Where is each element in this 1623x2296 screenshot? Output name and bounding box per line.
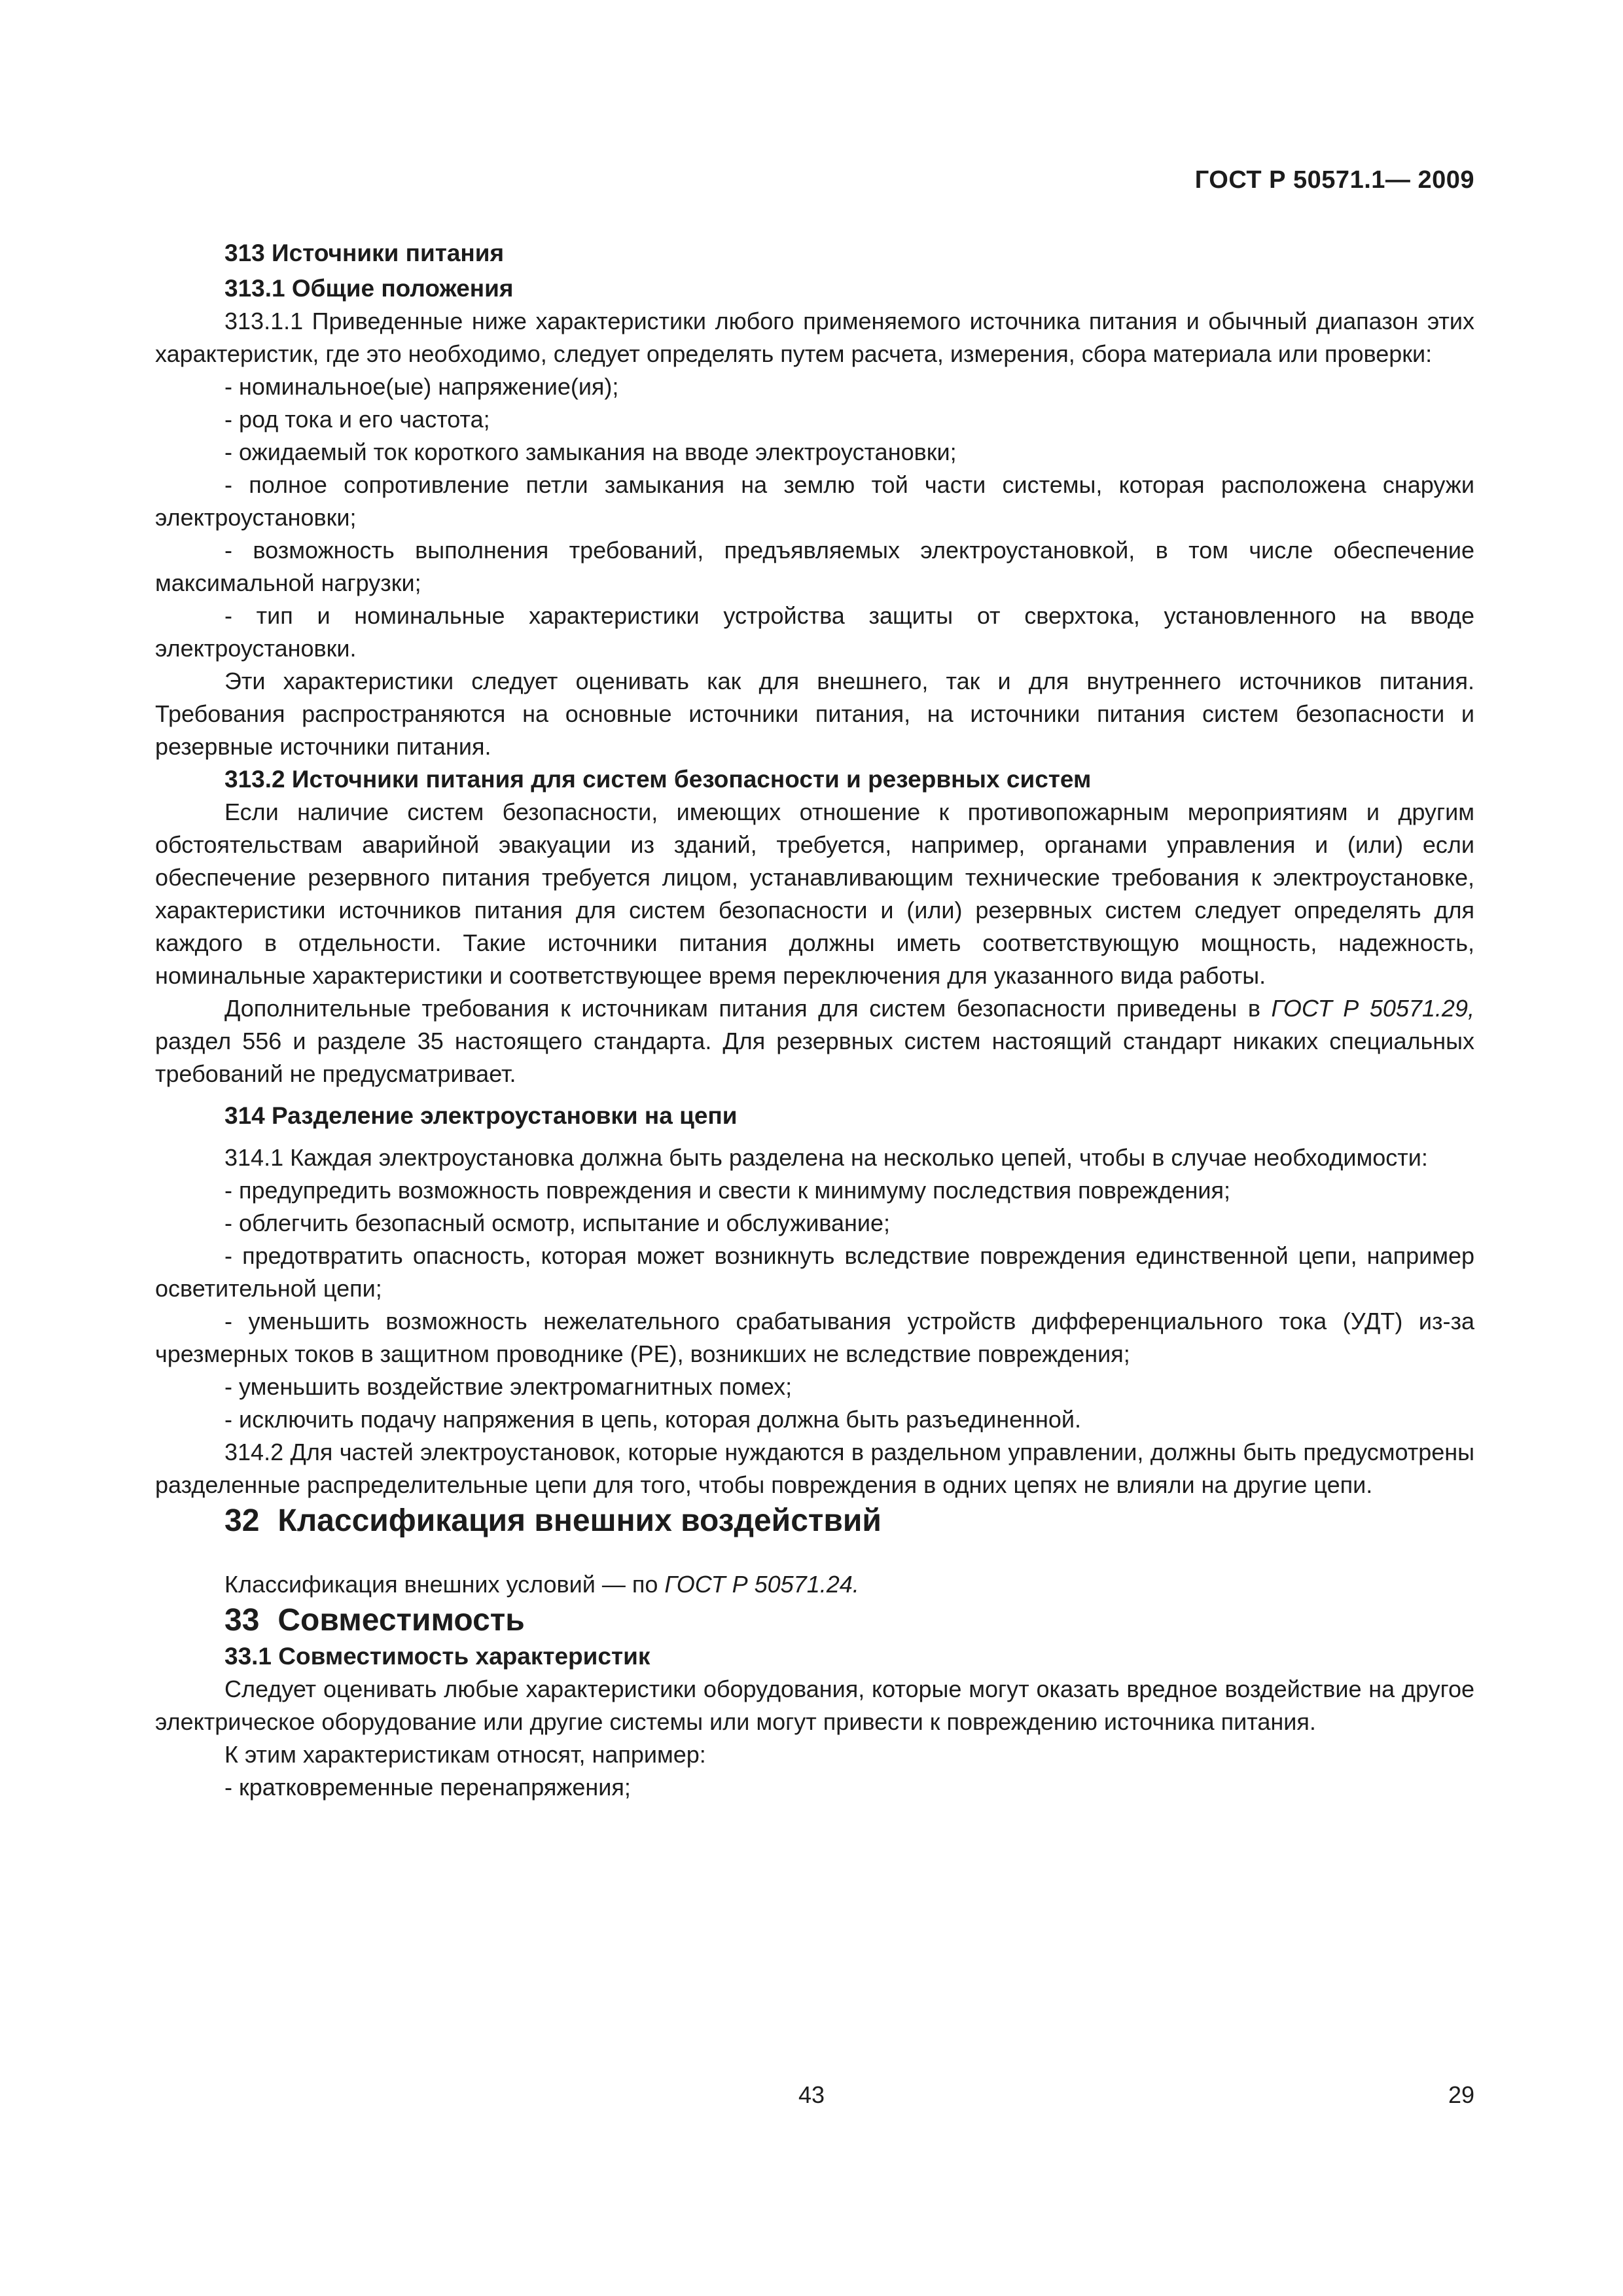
list-item: - предотвратить опасность, которая может возникнуть вследствие повреждения единственной цепи, например осветительной цепи;	[155, 1242, 1474, 1302]
list-item: - тип и номинальные характеристики устройства защиты от сверхтока, установленного на вводе электроустановки.	[155, 602, 1474, 662]
section-title: Классификация внешних воздействий	[277, 1503, 882, 1538]
paragraph-313-2-b	[155, 992, 1474, 1090]
paragraph-314-2: 314.2 Для частей электроустановок, которые нуждаются в раздельном управлении, должны быть предусмотрены разделенные распределительные цепи для того, чтобы повреждения в одних цепях не влияли на другие цепи.	[155, 1439, 1474, 1498]
standard-reference: ГОСТ Р 50571.29,	[1271, 995, 1474, 1022]
paragraph-33-1-a: Следует оценивать любые характеристики оборудования, которые могут оказать вредное воздействие на другое электрическое оборудование или другие системы или могут привести к повреждению источника питания.	[155, 1676, 1474, 1735]
list-item: - род тока и его частота;	[224, 406, 490, 433]
list-item: - ожидаемый ток короткого замыкания на вводе электроустановки;	[224, 439, 957, 465]
list-item: - полное сопротивление петли замыкания на землю той части системы, которая расположена снаружи электроустановки;	[155, 471, 1474, 531]
paragraph-313-2-a: Если наличие систем безопасности, имеющих отношение к противопожарным мероприятиям и другим обстоятельствам аварийной эвакуации из зданий, требуется, например, органами управления и (или) если обеспечение резервного питания требуется лицом, устанавливающим технические требования к электроустановке, характеристики источников питания для систем безопасности и (или) резервных систем следует определять для каждого в отдельности. Такие источники питания должны иметь соответствующую мощность, надежность, номинальные характеристики и соответствующее время переключения для указанного вида работы.	[155, 798, 1474, 989]
list-item: - кратковременные перенапряжения;	[224, 1774, 631, 1801]
list-item: - уменьшить воздействие электромагнитных помех;	[224, 1373, 793, 1400]
list-item: - возможность выполнения требований, предъявляемых электроустановкой, в том числе обеспечение максимальной нагрузки;	[155, 537, 1474, 596]
section-number: 33	[224, 1603, 260, 1638]
page-content	[155, 237, 1474, 1804]
list-item: - исключить подачу напряжения в цепь, которая должна быть разъединенной.	[224, 1406, 1082, 1433]
paragraph-313-1-note: Эти характеристики следует оценивать как для внешнего, так и для внутреннего источников питания. Требования распространяются на основные источники питания, на источники питания систем безопасности и резервные источники питания.	[155, 668, 1474, 760]
paragraph-33-1-b: К этим характеристикам относят, например:	[224, 1741, 706, 1768]
section-313-heading: 313 Источники питания	[224, 240, 505, 266]
paragraph-313-1-1: 313.1.1 Приведенные ниже характеристики любого применяемого источника питания и обычный диапазон этих характеристик, где это необходимо, следует определять путем расчета, измерения, сбора материала или проверки:	[155, 308, 1474, 367]
subsection-33-1-heading: 33.1 Совместимость характеристик	[224, 1643, 651, 1670]
standard-reference: ГОСТ Р 50571.24.	[664, 1571, 859, 1598]
page-number-center: 43	[798, 2081, 825, 2108]
paragraph-314-1: 314.1 Каждая электроустановка должна быть разделена на несколько цепей, чтобы в случае необходимости:	[224, 1144, 1428, 1171]
page-number-right: 29	[1448, 2081, 1474, 2108]
section-number: 32	[224, 1503, 260, 1538]
standard-header: ГОСТ Р 50571.1— 2009	[1194, 166, 1474, 194]
text-span: Классификация внешних условий — по	[224, 1571, 665, 1598]
list-item: - номинальное(ые) напряжение(ия);	[224, 373, 619, 400]
list-item: - облегчить безопасный осмотр, испытание и обслуживание;	[224, 1210, 891, 1236]
paragraph-32	[155, 1568, 1474, 1601]
section-314-heading: 314 Разделение электроустановки на цепи	[224, 1102, 738, 1129]
subsection-313-2-heading: 313.2 Источники питания для систем безопасности и резервных систем	[224, 766, 1092, 793]
list-item: - предупредить возможность повреждения и свести к минимуму последствия повреждения;	[224, 1177, 1230, 1204]
text-span: раздел 556 и разделе 35 настоящего стандарта. Для резервных систем настоящий стандарт никаких специальных требований не предусматривает.	[155, 1028, 1474, 1087]
section-32-heading	[155, 1501, 1474, 1541]
section-33-heading	[155, 1601, 1474, 1640]
list-item: - уменьшить возможность нежелательного срабатывания устройств дифференциального тока (УДТ) из-за чрезмерных токов в защитном проводнике (РЕ), возникших не вследствие повреждения;	[155, 1308, 1474, 1367]
text-span: Дополнительные требования к источникам питания для систем безопасности приведены в	[224, 995, 1272, 1022]
subsection-313-1-heading: 313.1 Общие положения	[224, 275, 514, 302]
section-title: Совместимость	[277, 1603, 525, 1638]
